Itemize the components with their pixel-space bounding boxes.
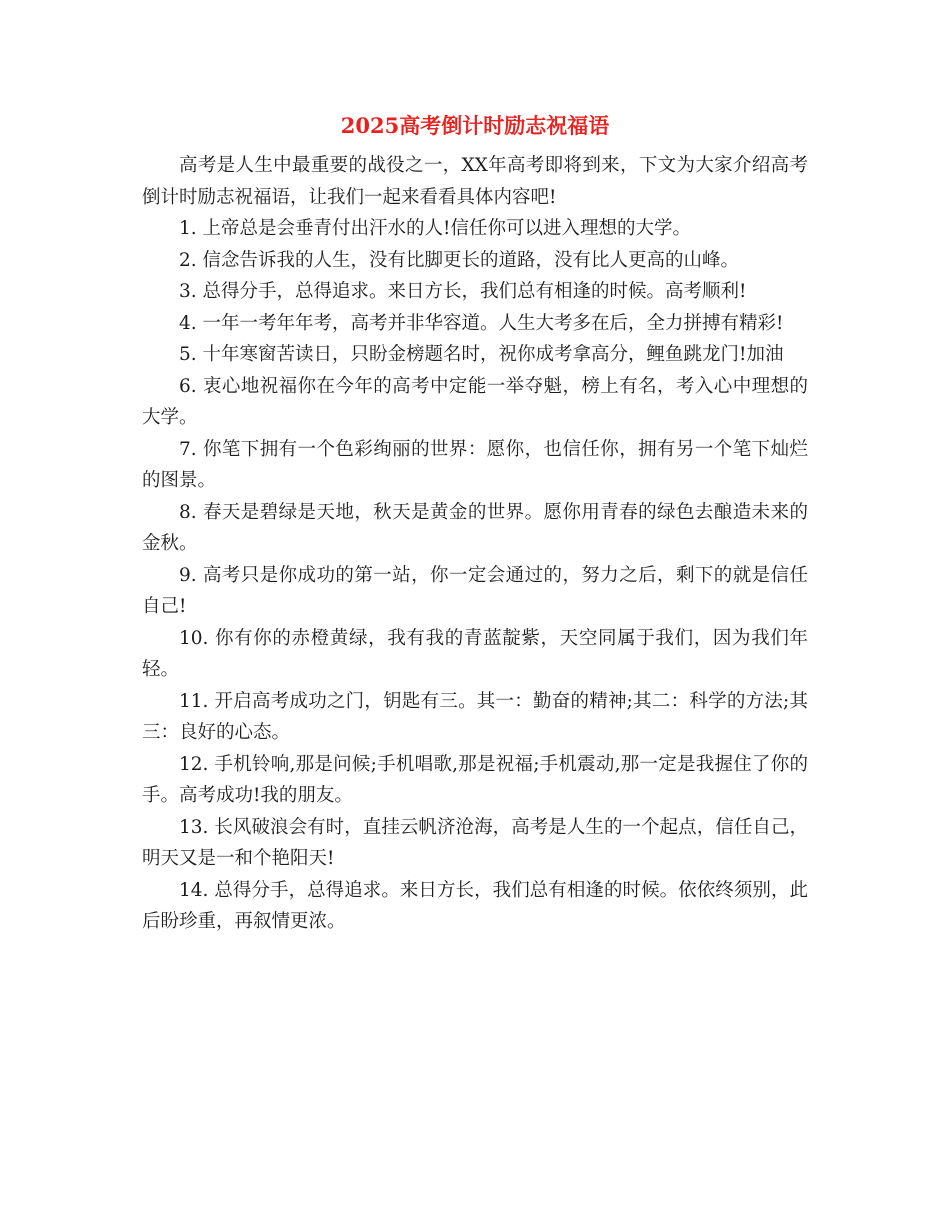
list-item: 6. 衷心地祝福你在今年的高考中定能一举夺魁，榜上有名，考入心中理想的大学。 bbox=[142, 375, 808, 428]
list-item: 8. 春天是碧绿是天地，秋天是黄金的世界。愿你用青春的绿色去酿造未来的金秋。 bbox=[142, 501, 808, 554]
list-item: 1. 上帝总是会垂青付出汗水的人!信任你可以进入理想的大学。 bbox=[179, 218, 691, 239]
list-item: 2. 信念告诉我的人生，没有比脚更长的道路，没有比人更高的山峰。 bbox=[179, 249, 740, 271]
list-item: 10. 你有你的赤橙黄绿，我有我的青蓝靛紫，天空同属于我们，因为我们年轻。 bbox=[142, 627, 808, 680]
list-item: 4. 一年一考年年考，高考并非华容道。人生大考多在后，全力拼搏有精彩! bbox=[179, 312, 784, 334]
list-item: 11. 开启高考成功之门，钥匙有三。其一：勤奋的精神;其二：科学的方法;其三：良好的心态。 bbox=[142, 690, 808, 743]
intro-paragraph: 高考是人生中最重要的战役之一，XX年高考即将到来，下文为大家介绍高考倒计时励志祝福语，让我们一起来看看具体内容吧! bbox=[142, 155, 808, 208]
list-item: 14. 总得分手，总得追求。来日方长，我们总有相逢的时候。依依终须别，此后盼珍重，再叙情更浓。 bbox=[142, 879, 808, 932]
list-item: 12. 手机铃响,那是问候;手机唱歌,那是祝福;手机震动,那一定是我握住了你的手。高考成功!我的朋友。 bbox=[142, 753, 808, 806]
list-item: 9. 高考只是你成功的第一站，你一定会通过的，努力之后，剩下的就是信任自己! bbox=[142, 564, 808, 617]
list-item: 5. 十年寒窗苦读日，只盼金榜题名时，祝你成考拿高分，鲤鱼跳龙门!加油 bbox=[179, 344, 784, 365]
document-body bbox=[142, 150, 808, 938]
list-item: 3. 总得分手，总得追求。来日方长，我们总有相逢的时候。高考顺利! bbox=[179, 281, 747, 302]
page-title: 2025高考倒计时励志祝福语 bbox=[340, 113, 610, 138]
list-item: 13. 长风破浪会有时，直挂云帆济沧海，高考是人生的一个起点，信任自己，明天又是一和个艳阳天! bbox=[142, 816, 808, 869]
list-item: 7. 你笔下拥有一个色彩绚丽的世界：愿你，也信任你，拥有另一个笔下灿烂的图景。 bbox=[142, 438, 808, 491]
